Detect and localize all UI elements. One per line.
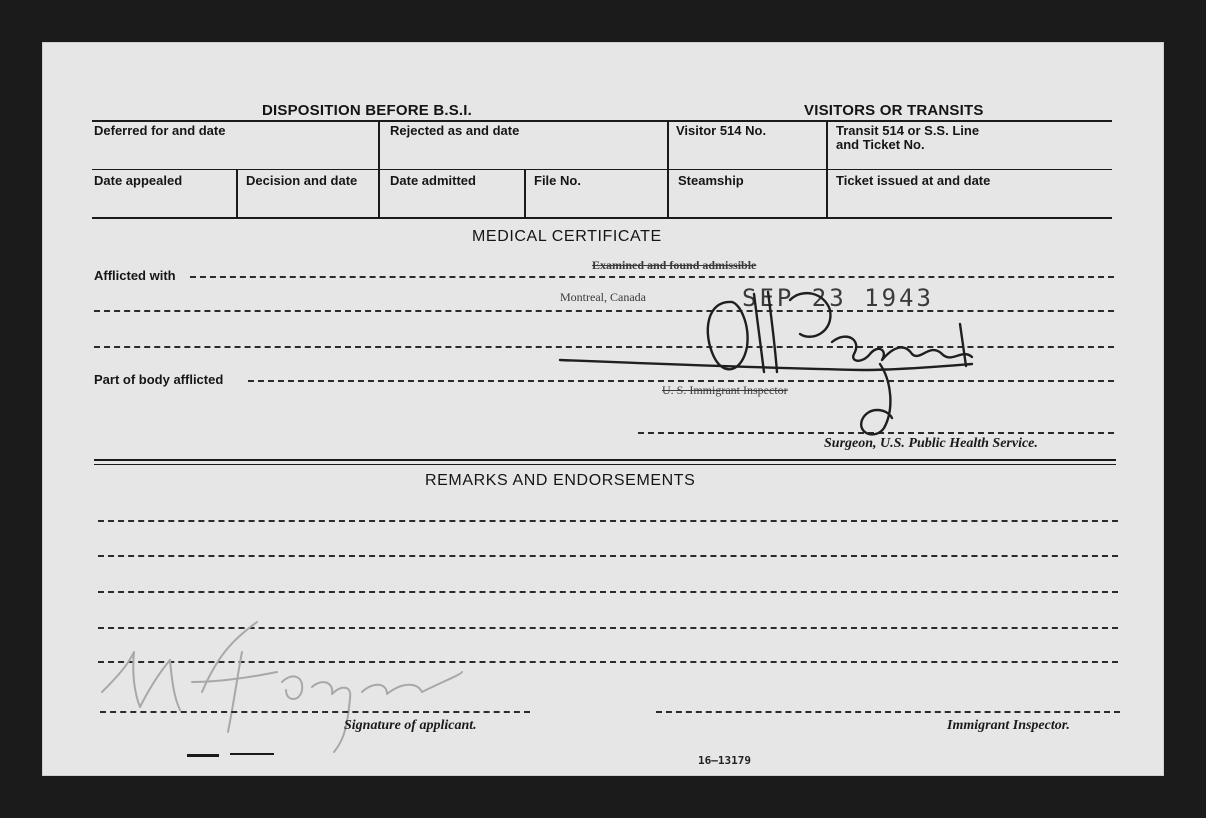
disposition-header: DISPOSITION BEFORE B.S.I.: [262, 102, 473, 119]
remarks-line-4: [98, 627, 1118, 629]
medical-certificate-title: MEDICAL CERTIFICATE: [472, 228, 662, 245]
afflicted-line-3: [94, 346, 1114, 348]
afflicted-line-2: [94, 310, 1114, 312]
grid-divider-4: [236, 169, 238, 219]
decision-label: Decision and date: [246, 173, 358, 188]
surgeon-label: Surgeon, U.S. Public Health Service.: [824, 436, 1038, 451]
visitors-header: VISITORS OR TRANSITS: [804, 102, 984, 119]
form-number: 16—13179: [698, 754, 751, 767]
part-of-body-line: [248, 380, 1114, 382]
file-no-label: File No.: [534, 173, 581, 188]
remarks-line-3: [98, 591, 1118, 593]
date-admitted-label: Date admitted: [390, 173, 476, 188]
grid-bottom-line: [92, 217, 1112, 219]
remarks-line-1: [98, 520, 1118, 522]
ticket-label: Ticket issued at and date: [836, 173, 991, 188]
grid-divider-5: [524, 169, 526, 219]
grid-top-line: [92, 120, 1112, 122]
grid-middle-line: [92, 169, 1112, 170]
stamp-examined: Examined and found admissible: [592, 258, 757, 272]
afflicted-label: Afflicted with: [94, 268, 176, 283]
visitor-514-label: Visitor 514 No.: [676, 123, 767, 138]
deferred-label: Deferred for and date: [94, 123, 226, 138]
section-rule-top: [94, 459, 1116, 461]
transit-label-line1: Transit 514 or S.S. Line: [836, 123, 980, 138]
bottom-dash-mark-2: [230, 753, 274, 755]
rejected-label: Rejected as and date: [390, 123, 520, 138]
grid-divider-1: [378, 120, 380, 219]
applicant-signature: [42, 42, 1164, 776]
inspector-signature-line: [656, 711, 1120, 713]
steamship-label: Steamship: [678, 173, 744, 188]
part-of-body-label: Part of body afflicted: [94, 372, 224, 387]
remarks-line-5: [98, 661, 1118, 663]
remarks-title: REMARKS AND ENDORSEMENTS: [425, 472, 696, 489]
stamp-location: Montreal, Canada: [560, 290, 646, 304]
transit-label-line2: and Ticket No.: [836, 137, 925, 152]
bottom-dash-mark: [187, 754, 219, 757]
surgeon-signature-line: [638, 432, 1114, 434]
immigration-card: [42, 42, 1164, 776]
afflicted-line-1: [190, 276, 1114, 278]
inspector-signature: [42, 42, 1164, 776]
remarks-line-2: [98, 555, 1118, 557]
signature-of-applicant-label: Signature of applicant.: [344, 718, 477, 733]
grid-divider-3: [826, 120, 828, 219]
date-appealed-label: Date appealed: [94, 173, 183, 188]
stamp-date: SEP 23 1943: [742, 284, 934, 312]
immigrant-inspector-label: Immigrant Inspector.: [947, 718, 1070, 733]
grid-divider-2: [667, 120, 669, 219]
stamp-inspector: U. S. Immigrant Inspector: [662, 383, 788, 397]
section-rule-bottom: [94, 464, 1116, 465]
applicant-signature-line: [100, 711, 530, 713]
